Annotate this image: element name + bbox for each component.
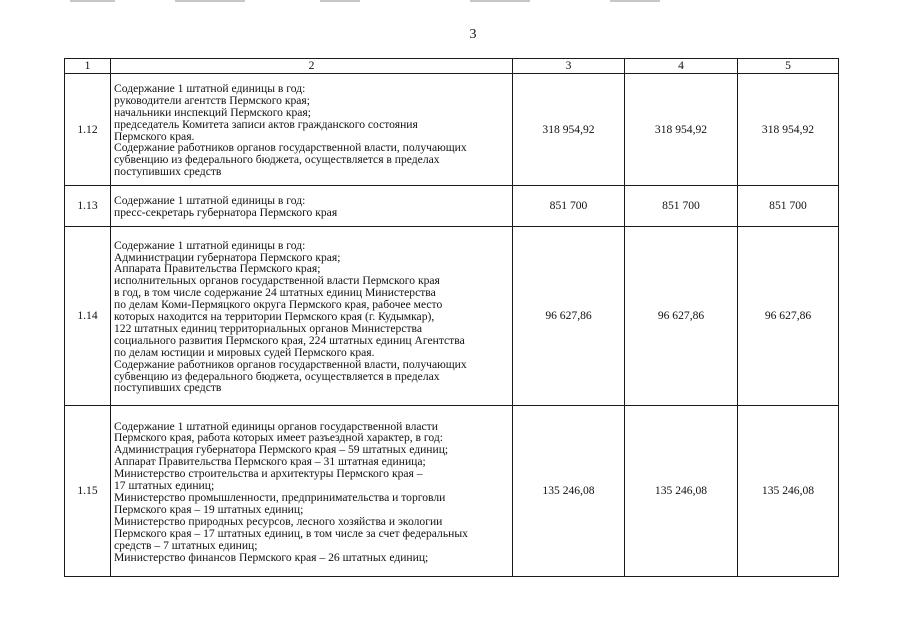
value-cell: 851 700: [513, 186, 625, 227]
description-line: Содержание 1 штатной единицы органов государственной власти: [114, 419, 438, 433]
description-line: Содержание работников органов государственной власти, получающих: [114, 357, 467, 371]
description-line: которых находится на территории Пермского края (г. Кудымкар),: [114, 310, 435, 324]
description-line: средств – 7 штатных единиц;: [114, 538, 258, 552]
description-line: 17 штатных единиц;: [114, 479, 215, 493]
table-row: [65, 227, 839, 406]
header-row: [65, 59, 839, 74]
description-line: по делам юстиции и мировых судей Пермского края.: [114, 345, 375, 359]
value-cell: 318 954,92: [513, 74, 625, 186]
value-cell: 96 627,86: [513, 227, 625, 406]
description-line: социального развития Пермского края, 224 штатных единиц Агентства: [114, 333, 465, 347]
row-number: 1.15: [65, 406, 111, 577]
description-line: Содержание 1 штатной единицы в год:: [114, 81, 306, 95]
description-line: Министерство строительства и архитектуры Пермского края –: [114, 467, 423, 481]
value-cell: 135 246,08: [738, 406, 839, 577]
value-cell: 135 246,08: [625, 406, 738, 577]
description-line: Министерство промышленности, предпринимательства и торговли: [114, 491, 446, 504]
description-line: по делам Коми-Пермяцкого округа Пермского края, рабочее место: [114, 298, 443, 312]
description-line: Содержание 1 штатной единицы в год:: [114, 238, 306, 252]
row-number: 1.14: [65, 227, 111, 406]
description-line: начальники инспекций Пермского края;: [114, 105, 311, 119]
description-line: 122 штатных единиц территориальных органов Министерства: [114, 321, 422, 335]
row-description: [111, 74, 513, 186]
description-line: исполнительных органов государственной власти Пермского края: [114, 274, 440, 288]
scan-top-edge: [0, 0, 905, 2]
description-line: Содержание работников органов государственной власти, получающих: [114, 141, 467, 155]
value-cell: 96 627,86: [625, 227, 738, 406]
description-line: Содержание 1 штатной единицы в год:: [114, 194, 306, 208]
column-header-4: 4: [625, 59, 738, 74]
description-line: Пермского края.: [114, 129, 195, 143]
description-line: Администрация губернатора Пермского края – 59 штатных единиц;: [114, 443, 449, 457]
description-line: председатель Комитета записи актов гражданского состояния: [114, 117, 418, 131]
description-line: поступивших средств: [114, 165, 222, 179]
row-description: [111, 406, 513, 577]
budget-table: [64, 58, 839, 577]
description-line: субвенцию из федерального бюджета, осуществляется в пределах: [114, 153, 440, 167]
column-header-1: 1: [65, 59, 111, 74]
table-row: [65, 74, 839, 186]
description-line: Министерство финансов Пермского края – 26 штатных единиц;: [114, 550, 429, 564]
description-line: Пермского края – 19 штатных единиц;: [114, 502, 304, 516]
description-line: Министерство природных ресурсов, лесного хозяйства и экологии: [114, 514, 443, 528]
description-line: руководители агентств Пермского края;: [114, 93, 310, 107]
row-number: 1.13: [65, 186, 111, 227]
value-cell: 851 700: [738, 186, 839, 227]
table-row: [65, 186, 839, 227]
value-cell: 318 954,92: [625, 74, 738, 186]
table-row: [65, 406, 839, 577]
column-header-2: 2: [111, 59, 513, 74]
value-cell: 851 700: [625, 186, 738, 227]
description-line: пресс-секретарь губернатора Пермского края: [114, 206, 338, 219]
description-line: в год, в том числе содержание 24 штатных единиц Министерства: [114, 286, 436, 300]
row-description: [111, 227, 513, 406]
description-line: поступивших средств: [114, 381, 222, 395]
page-number: 3: [469, 27, 477, 42]
description-line: субвенцию из федерального бюджета, осуществляется в пределах: [114, 369, 440, 383]
row-number: 1.12: [65, 74, 111, 186]
description-line: Аппарат Правительства Пермского края – 31 штатная единица;: [114, 455, 426, 469]
column-header-3: 3: [513, 59, 625, 74]
description-line: Аппарата Правительства Пермского края;: [114, 262, 321, 276]
column-header-5: 5: [738, 59, 839, 74]
value-cell: 135 246,08: [513, 406, 625, 577]
row-description: [111, 186, 513, 227]
value-cell: 318 954,92: [738, 74, 839, 186]
value-cell: 96 627,86: [738, 227, 839, 406]
description-line: Пермского края, работа которых имеет разъездной характер, в год:: [114, 431, 443, 445]
description-line: Администрации губернатора Пермского края;: [114, 250, 341, 264]
description-line: Пермского края – 17 штатных единиц, в том числе за счет федеральных: [114, 526, 468, 540]
